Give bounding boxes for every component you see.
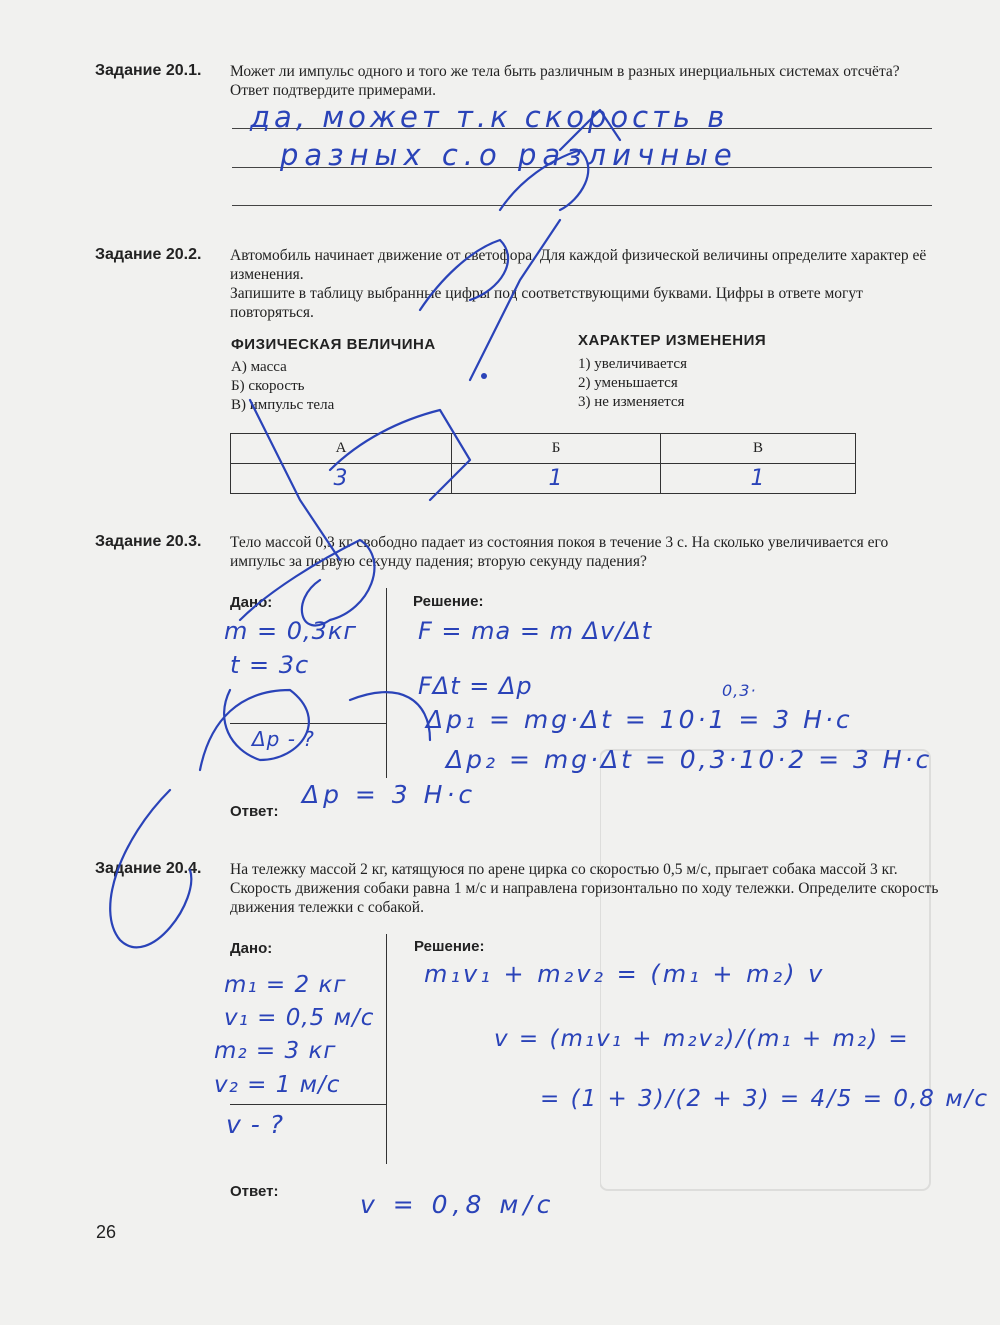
given-speed-1: v₁ = 0,5 м/с bbox=[224, 1005, 375, 1031]
given-mass-1: m₁ = 2 кг bbox=[224, 972, 347, 998]
task-label: Задание 20.1. bbox=[95, 62, 202, 79]
task-text-part2: Запишите в таблицу выбранные цифры под соответствующими буквами. Цифры в ответе могут повторяться. bbox=[230, 285, 863, 321]
task-text: Тело массой 0,3 кг свободно падает из состояния покоя в течение 3 с. На сколько увеличивается его импульс за первую секунду падения; вторую секунду падения? bbox=[230, 534, 889, 570]
change-item: 1) увеличивается bbox=[578, 356, 687, 372]
task-text: На тележку массой 2 кг, катящуюся по арене цирка со скоростью 0,5 м/с, прыгает собака массой 3 кг. Скорость движения собаки равна 1 м/с и направлена горизонтально по ходу тележки. Определите скорость движения тележки с собакой. bbox=[230, 861, 939, 916]
handwritten-digit: 3 bbox=[333, 466, 349, 491]
physical-quantity-heading: ФИЗИЧЕСКАЯ ВЕЛИЧИНА bbox=[231, 336, 436, 353]
solution-line: = (1 + 3)/(2 + 3) = 4/5 = 0,8 м/с bbox=[540, 1086, 989, 1112]
handwritten-digit: 1 bbox=[548, 466, 564, 491]
given-mass: m = 0,3кг bbox=[224, 617, 358, 645]
task-text-part1: Автомобиль начинает движение от светофора. Для каждой физической величины определите характер её изменения. bbox=[230, 247, 927, 283]
answer-handwritten: v = 0,8 м/с bbox=[360, 1190, 556, 1219]
task-label: Задание 20.4. bbox=[95, 860, 202, 877]
solution-label: Решение: bbox=[414, 938, 485, 955]
table-header-cell: Б bbox=[452, 434, 661, 464]
quantity-item: Б) скорость bbox=[231, 378, 305, 394]
given-label: Дано: bbox=[230, 594, 273, 611]
page-number: 26 bbox=[96, 1222, 117, 1242]
given-mass-2: m₂ = 3 кг bbox=[214, 1038, 337, 1064]
given-speed-2: v₂ = 1 м/с bbox=[214, 1072, 341, 1098]
solution-line: Δp₂ = mg·Δt = 0,3·10·2 = 3 Н·с bbox=[446, 745, 933, 774]
solution-label: Решение: bbox=[413, 593, 484, 610]
unknown-quantity: v - ? bbox=[226, 1110, 284, 1139]
table-header-cell: А bbox=[231, 434, 452, 464]
answer-label: Ответ: bbox=[230, 1183, 279, 1200]
task-label: Задание 20.2. bbox=[95, 246, 202, 263]
quantity-item: А) масса bbox=[231, 359, 287, 375]
answer-handwritten: Δp = 3 Н·с bbox=[302, 780, 477, 809]
solution-formula: F = ma = m Δv/Δt bbox=[418, 617, 653, 645]
pen-scribble bbox=[110, 110, 620, 947]
quantity-item: В) импульс тела bbox=[231, 397, 335, 413]
handwritten-answer: да, может т.к скорость в bbox=[250, 100, 729, 134]
solution-note: 0,3· bbox=[722, 681, 757, 700]
given-label: Дано: bbox=[230, 940, 273, 957]
solution-line: m₁v₁ + m₂v₂ = (m₁ + m₂) v bbox=[424, 960, 826, 988]
given-time: t = 3с bbox=[230, 651, 310, 679]
unknown-quantity: Δp - ? bbox=[252, 727, 315, 751]
table-header-cell: В bbox=[661, 434, 856, 464]
handwritten-answer: разных с.о различные bbox=[280, 138, 738, 172]
handwritten-digit: 1 bbox=[750, 466, 766, 491]
change-character-heading: ХАРАКТЕР ИЗМЕНЕНИЯ bbox=[578, 332, 767, 349]
solution-line: v = (m₁v₁ + m₂v₂)/(m₁ + m₂) = bbox=[494, 1026, 910, 1052]
task-label: Задание 20.3. bbox=[95, 533, 202, 550]
solution-formula: FΔt = Δp bbox=[418, 672, 533, 700]
pen-dot bbox=[481, 373, 487, 379]
change-item: 2) уменьшается bbox=[578, 375, 678, 391]
answer-label: Ответ: bbox=[230, 803, 279, 820]
task-text: Может ли импульс одного и того же тела быть различным в разных инерциальных системах отсчёта? Ответ подтвердите примерами. bbox=[230, 63, 900, 99]
solution-line: Δp₁ = mg·Δt = 10·1 = 3 Н·с bbox=[426, 705, 853, 734]
change-item: 3) не изменяется bbox=[578, 394, 685, 410]
